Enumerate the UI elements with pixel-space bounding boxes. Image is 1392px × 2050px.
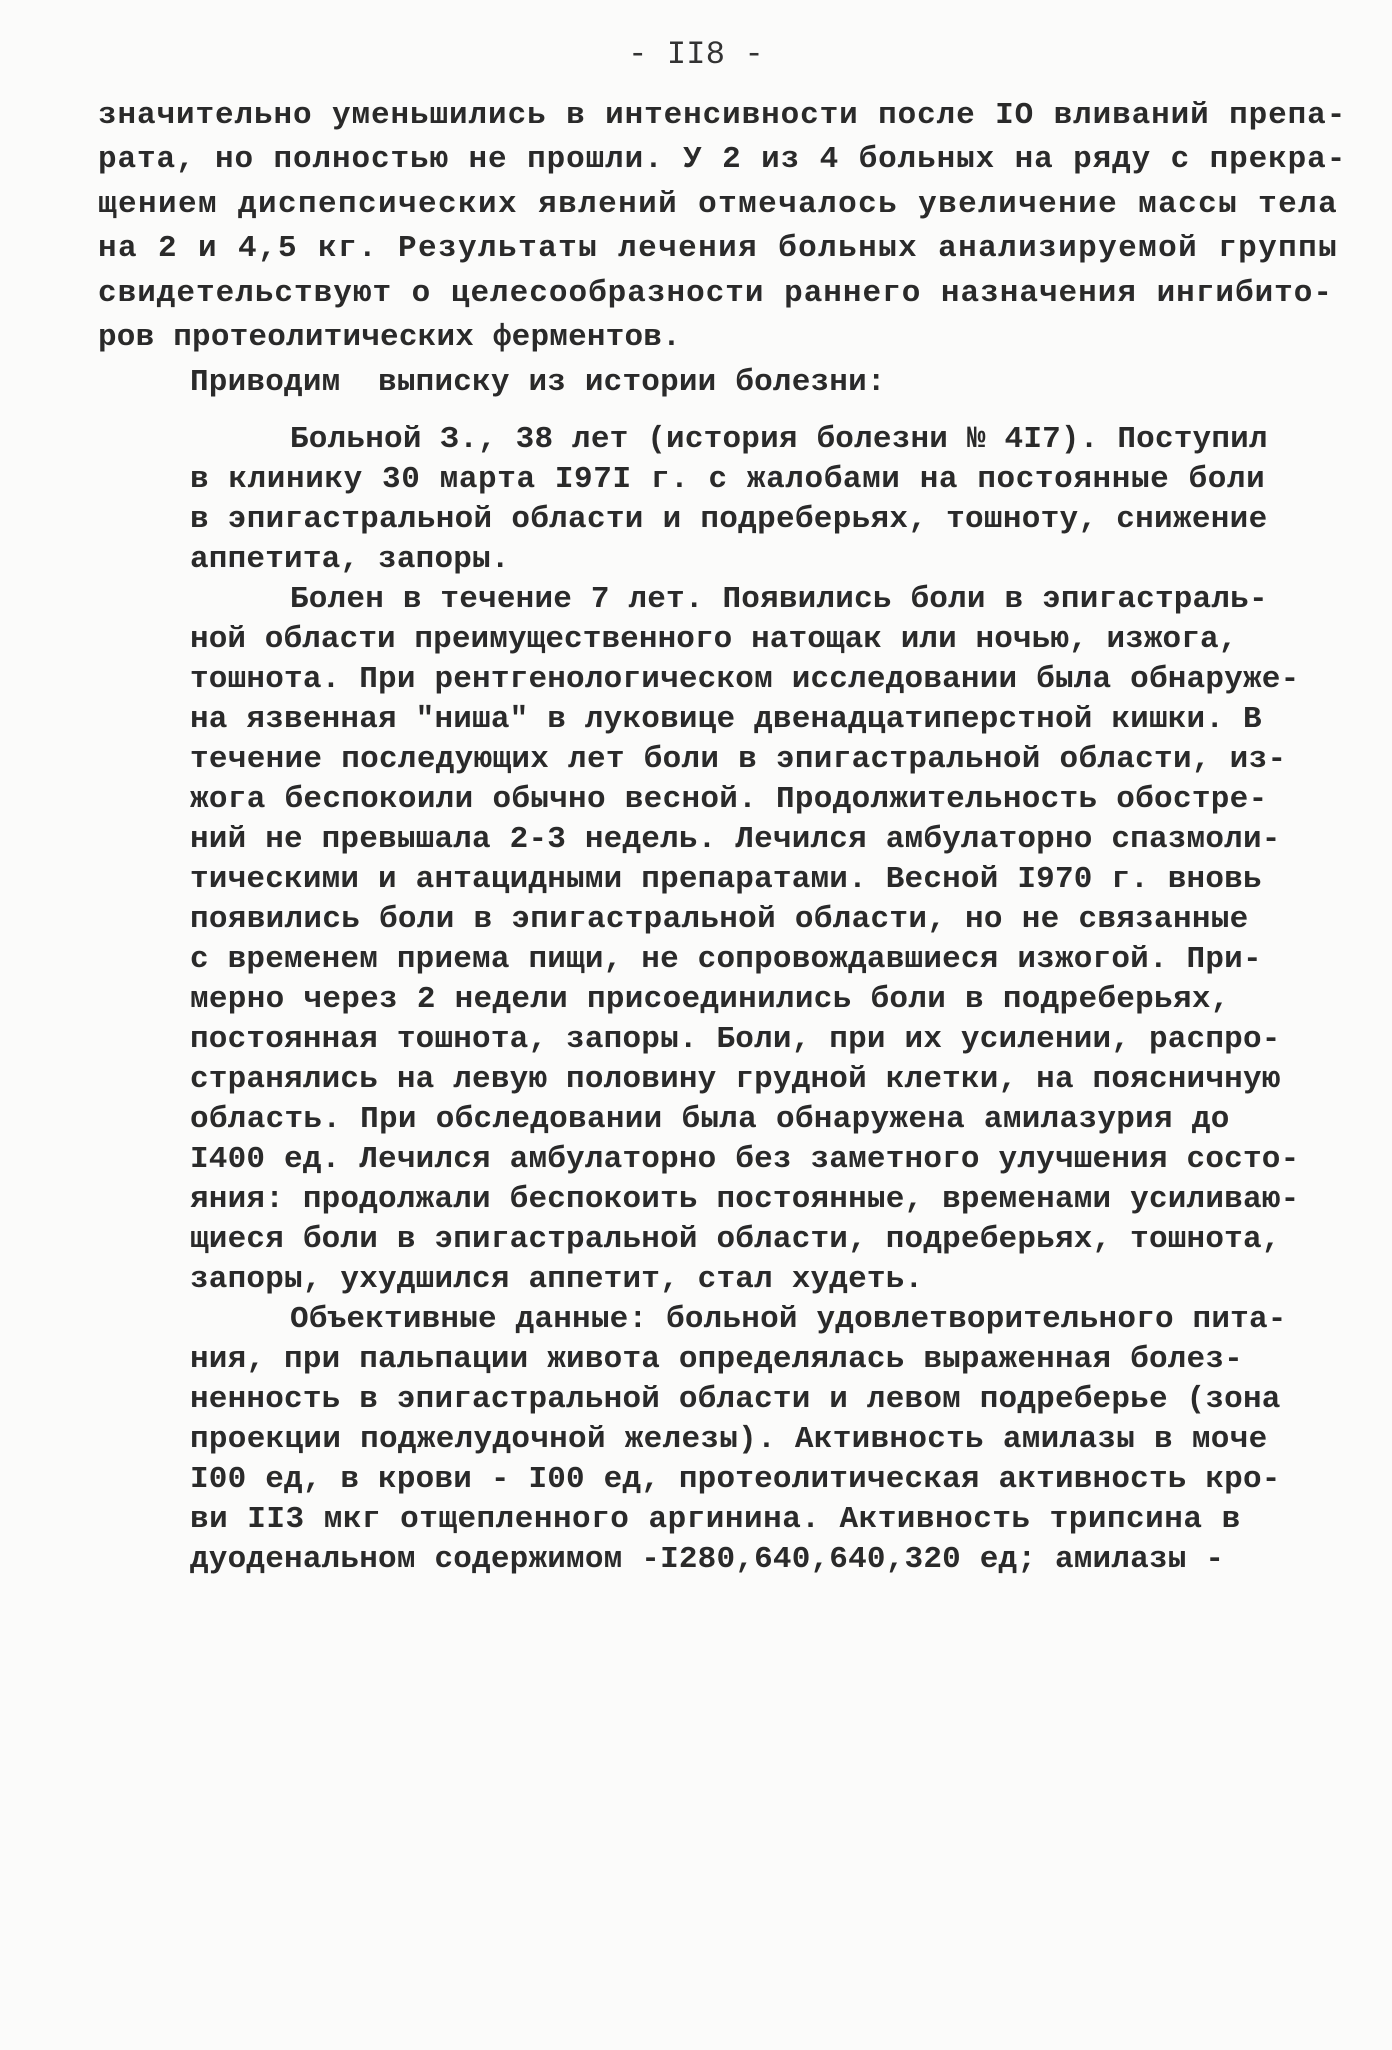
case-line-10: жога беспокоили обычно весной. Продолжительность обостре- — [190, 782, 1268, 817]
case-line-3: в эпигастральной области и подреберьях, тошноту, снижение — [190, 502, 1268, 537]
case-line-25: ненность в эпигастральной области и левом подреберье (зона — [190, 1382, 1281, 1417]
intro-line-4: на 2 и 4,5 кг. Результаты лечения больных анализируемой группы — [98, 231, 1339, 266]
case-line-15: мерно через 2 недели присоединились боли в подреберьях, — [190, 982, 1230, 1017]
case-line-17: странялись на левую половину грудной клетки, на поясничную — [190, 1062, 1281, 1097]
case-line-28: ви II3 мкг отщепленного аргинина. Активность трипсина в — [190, 1502, 1241, 1537]
case-line-7: тошнота. При рентгенологическом исследовании была обнаруже- — [190, 662, 1300, 697]
case-lead-in: Приводим выписку из истории болезни: — [190, 365, 886, 400]
page-number: - II8 - — [628, 36, 764, 73]
case-line-22: запоры, ухудшился аппетит, стал худеть. — [190, 1262, 924, 1297]
case-line-1: Больной З., 38 лет (история болезни № 4I7). Поступил — [290, 422, 1268, 457]
case-line-24: ния, при пальпации живота определялась выраженная болез- — [190, 1342, 1243, 1377]
case-line-12: тическими и антацидными препаратами. Весной I970 г. вновь — [190, 862, 1262, 897]
case-line-16: постоянная тошнота, запоры. Боли, при их усилении, распро- — [190, 1022, 1281, 1057]
intro-line-2: рата, но полностью не прошли. У 2 из 4 больных на ряду с прекра- — [98, 142, 1347, 177]
case-line-27: I00 ед, в крови - I00 ед, протеолитическая активность кро- — [190, 1462, 1281, 1497]
case-line-6: ной области преимущественного натощак или ночью, изжога, — [190, 622, 1238, 657]
case-line-4: аппетита, запоры. — [190, 542, 510, 577]
case-line-8: на язвенная "ниша" в луковице двенадцатиперстной кишки. В — [190, 702, 1262, 737]
intro-line-5: свидетельствуют о целесообразности раннего назначения ингибито- — [98, 276, 1333, 311]
intro-line-3: щением диспепсических явлений отмечалось увеличение массы тела — [98, 187, 1339, 222]
case-line-11: ний не превышала 2-3 недель. Лечился амбулаторно спазмоли- — [190, 822, 1281, 857]
intro-line-1: значительно уменьшились в интенсивности после IO вливаний препа- — [98, 98, 1347, 133]
case-line-5: Болен в течение 7 лет. Появились боли в эпигастраль- — [290, 582, 1268, 617]
case-line-9: течение последующих лет боли в эпигастральной области, из- — [190, 742, 1287, 777]
case-line-2: в клинику 30 марта I97I г. с жалобами на постоянные боли — [190, 462, 1266, 497]
case-line-23: Объективные данные: больной удовлетворительного пита- — [290, 1302, 1287, 1337]
case-line-26: проекции поджелудочной железы). Активность амилазы в моче — [190, 1422, 1268, 1457]
case-line-21: щиеся боли в эпигастральной области, подреберьях, тошнота, — [190, 1222, 1281, 1257]
case-line-19: I400 ед. Лечился амбулаторно без заметного улучшения состо- — [190, 1142, 1300, 1177]
intro-line-6: ров протеолитических ферментов. — [98, 320, 681, 355]
case-line-13: появились боли в эпигастральной области, но не связанные — [190, 902, 1249, 937]
case-line-18: область. При обследовании была обнаружена амилазурия до — [190, 1102, 1230, 1137]
case-line-20: яния: продолжали беспокоить постоянные, временами усиливаю- — [190, 1182, 1300, 1217]
case-line-29: дуоденальном содержимом -I280,640,640,320 ед; амилазы - — [190, 1542, 1225, 1577]
case-line-14: с временем приема пищи, не сопровождавшиеся изжогой. При- — [190, 942, 1262, 977]
